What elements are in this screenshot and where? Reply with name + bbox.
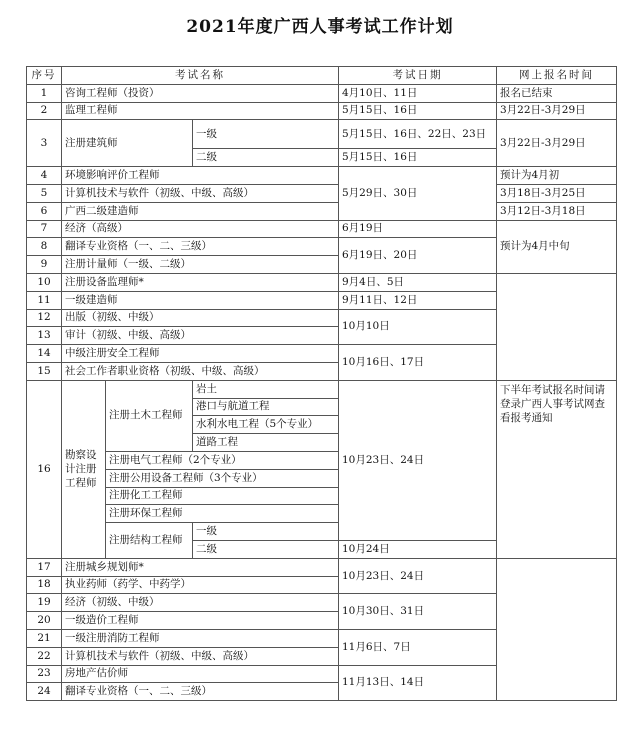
row-no: 3 xyxy=(27,120,62,167)
table-row xyxy=(27,102,617,120)
row-no: 21 xyxy=(27,629,62,647)
exam-schedule-table xyxy=(26,66,617,701)
table-row xyxy=(27,558,617,576)
exam-name: 房地产估价师 xyxy=(62,665,339,683)
row-no: 16 xyxy=(27,380,62,558)
exam-name: 出版（初级、中级） xyxy=(62,309,339,327)
exam-name: 中级注册安全工程师 xyxy=(62,345,339,363)
row-no: 14 xyxy=(27,345,62,363)
row-no: 7 xyxy=(27,220,62,238)
row-no: 13 xyxy=(27,327,62,345)
row-no: 9 xyxy=(27,256,62,274)
row-no: 11 xyxy=(27,291,62,309)
exam-date: 10月23日、24日 xyxy=(339,558,497,594)
row-no: 22 xyxy=(27,647,62,665)
header-name: 考试名称 xyxy=(62,67,339,85)
table-row xyxy=(27,220,617,238)
exam-date: 10月10日 xyxy=(339,309,497,345)
exam-specialty: 港口与航道工程 xyxy=(193,398,339,416)
exam-subcategory: 注册化工工程师 xyxy=(106,487,339,505)
reg-time: 3月18日-3月25日 xyxy=(497,184,617,202)
header-no: 序号 xyxy=(27,67,62,85)
exam-date: 10月30日、31日 xyxy=(339,594,497,630)
row-no: 6 xyxy=(27,202,62,220)
reg-time: 报名已结束 xyxy=(497,84,617,102)
exam-date: 5月15日、16日 xyxy=(339,149,497,167)
page-title: 2021年度广西人事考试工作计划 xyxy=(186,17,454,37)
exam-name: 一级建造师 xyxy=(62,291,339,309)
exam-date: 10月16日、17日 xyxy=(339,345,497,381)
exam-level: 二级 xyxy=(193,149,339,167)
exam-date: 11月6日、7日 xyxy=(339,629,497,665)
exam-subcategory: 注册结构工程师 xyxy=(106,523,193,559)
exam-date: 4月10日、11日 xyxy=(339,84,497,102)
exam-name: 一级造价工程师 xyxy=(62,612,339,630)
reg-time: 3月22日-3月29日 xyxy=(497,102,617,120)
reg-time-blank xyxy=(497,273,617,380)
exam-date: 5月29日、30日 xyxy=(339,167,497,220)
exam-subcategory: 注册土木工程师 xyxy=(106,380,193,451)
exam-specialty: 岩土 xyxy=(193,380,339,398)
exam-subcategory: 注册环保工程师 xyxy=(106,505,339,523)
row-no: 17 xyxy=(27,558,62,576)
row-no: 24 xyxy=(27,683,62,701)
row-no: 1 xyxy=(27,84,62,102)
exam-name: 监理工程师 xyxy=(62,102,339,120)
exam-date: 5月15日、16日、22日、23日 xyxy=(339,120,497,149)
table-row xyxy=(27,202,617,220)
header-row xyxy=(27,67,617,85)
exam-name: 经济（高级） xyxy=(62,220,339,238)
exam-name: 咨询工程师（投资） xyxy=(62,84,339,102)
row-no: 15 xyxy=(27,362,62,380)
row-no: 8 xyxy=(27,238,62,256)
exam-name: 计算机技术与软件（初级、中级、高级） xyxy=(62,647,339,665)
row-no: 12 xyxy=(27,309,62,327)
exam-level: 一级 xyxy=(193,120,339,149)
row-no: 2 xyxy=(27,102,62,120)
exam-name: 计算机技术与软件（初级、中级、高级） xyxy=(62,184,339,202)
exam-name: 注册计量师（一级、二级） xyxy=(62,256,339,274)
exam-subcategory: 注册公用设备工程师（3个专业） xyxy=(106,469,339,487)
row-no: 5 xyxy=(27,184,62,202)
reg-time: 3月12日-3月18日 xyxy=(497,202,617,220)
exam-name: 社会工作者职业资格（初级、中级、高级） xyxy=(62,362,339,380)
row-no: 20 xyxy=(27,612,62,630)
reg-time: 预计为4月初 xyxy=(497,167,617,185)
exam-name: 注册城乡规划师* xyxy=(62,558,339,576)
table-row xyxy=(27,84,617,102)
row-no: 19 xyxy=(27,594,62,612)
exam-date: 10月24日 xyxy=(339,540,497,558)
exam-level: 一级 xyxy=(193,523,339,541)
table-row xyxy=(27,273,617,291)
exam-name: 注册设备监理师* xyxy=(62,273,339,291)
table-row xyxy=(27,380,617,398)
exam-name: 一级注册消防工程师 xyxy=(62,629,339,647)
table-row xyxy=(27,120,617,149)
table-row xyxy=(27,167,617,185)
exam-specialty: 水利水电工程（5个专业） xyxy=(193,416,339,434)
exam-name: 审计（初级、中级、高级） xyxy=(62,327,339,345)
exam-name: 执业药师（药学、中药学） xyxy=(62,576,339,594)
exam-date: 9月11日、12日 xyxy=(339,291,497,309)
exam-name: 注册建筑师 xyxy=(62,120,193,167)
row-no: 18 xyxy=(27,576,62,594)
header-reg: 网上报名时间 xyxy=(497,67,617,85)
reg-time-blank xyxy=(497,558,617,700)
exam-subcategory: 注册电气工程师（2个专业） xyxy=(106,451,339,469)
header-date: 考试日期 xyxy=(339,67,497,85)
reg-time: 预计为4月中旬 xyxy=(497,220,617,273)
exam-category: 勘察设计注册工程师 xyxy=(62,380,106,558)
exam-name: 经济（初级、中级） xyxy=(62,594,339,612)
row-no: 23 xyxy=(27,665,62,683)
exam-date: 10月23日、24日 xyxy=(339,380,497,540)
exam-date: 6月19日 xyxy=(339,220,497,238)
exam-level: 二级 xyxy=(193,540,339,558)
exam-name: 翻译专业资格（一、二、三级） xyxy=(62,238,339,256)
reg-time: 下半年考试报名时间请登录广西人事考试网查看报考通知 xyxy=(497,380,617,558)
exam-name: 环境影响评价工程师 xyxy=(62,167,339,185)
row-no: 4 xyxy=(27,167,62,185)
exam-name: 广西二级建造师 xyxy=(62,202,339,220)
exam-date: 11月13日、14日 xyxy=(339,665,497,701)
exam-specialty: 道路工程 xyxy=(193,434,339,452)
exam-date: 9月4日、5日 xyxy=(339,273,497,291)
exam-name: 翻译专业资格（一、二、三级） xyxy=(62,683,339,701)
exam-date: 5月15日、16日 xyxy=(339,102,497,120)
table-row xyxy=(27,184,617,202)
row-no: 10 xyxy=(27,273,62,291)
reg-time: 3月22日-3月29日 xyxy=(497,120,617,167)
exam-date: 6月19日、20日 xyxy=(339,238,497,274)
